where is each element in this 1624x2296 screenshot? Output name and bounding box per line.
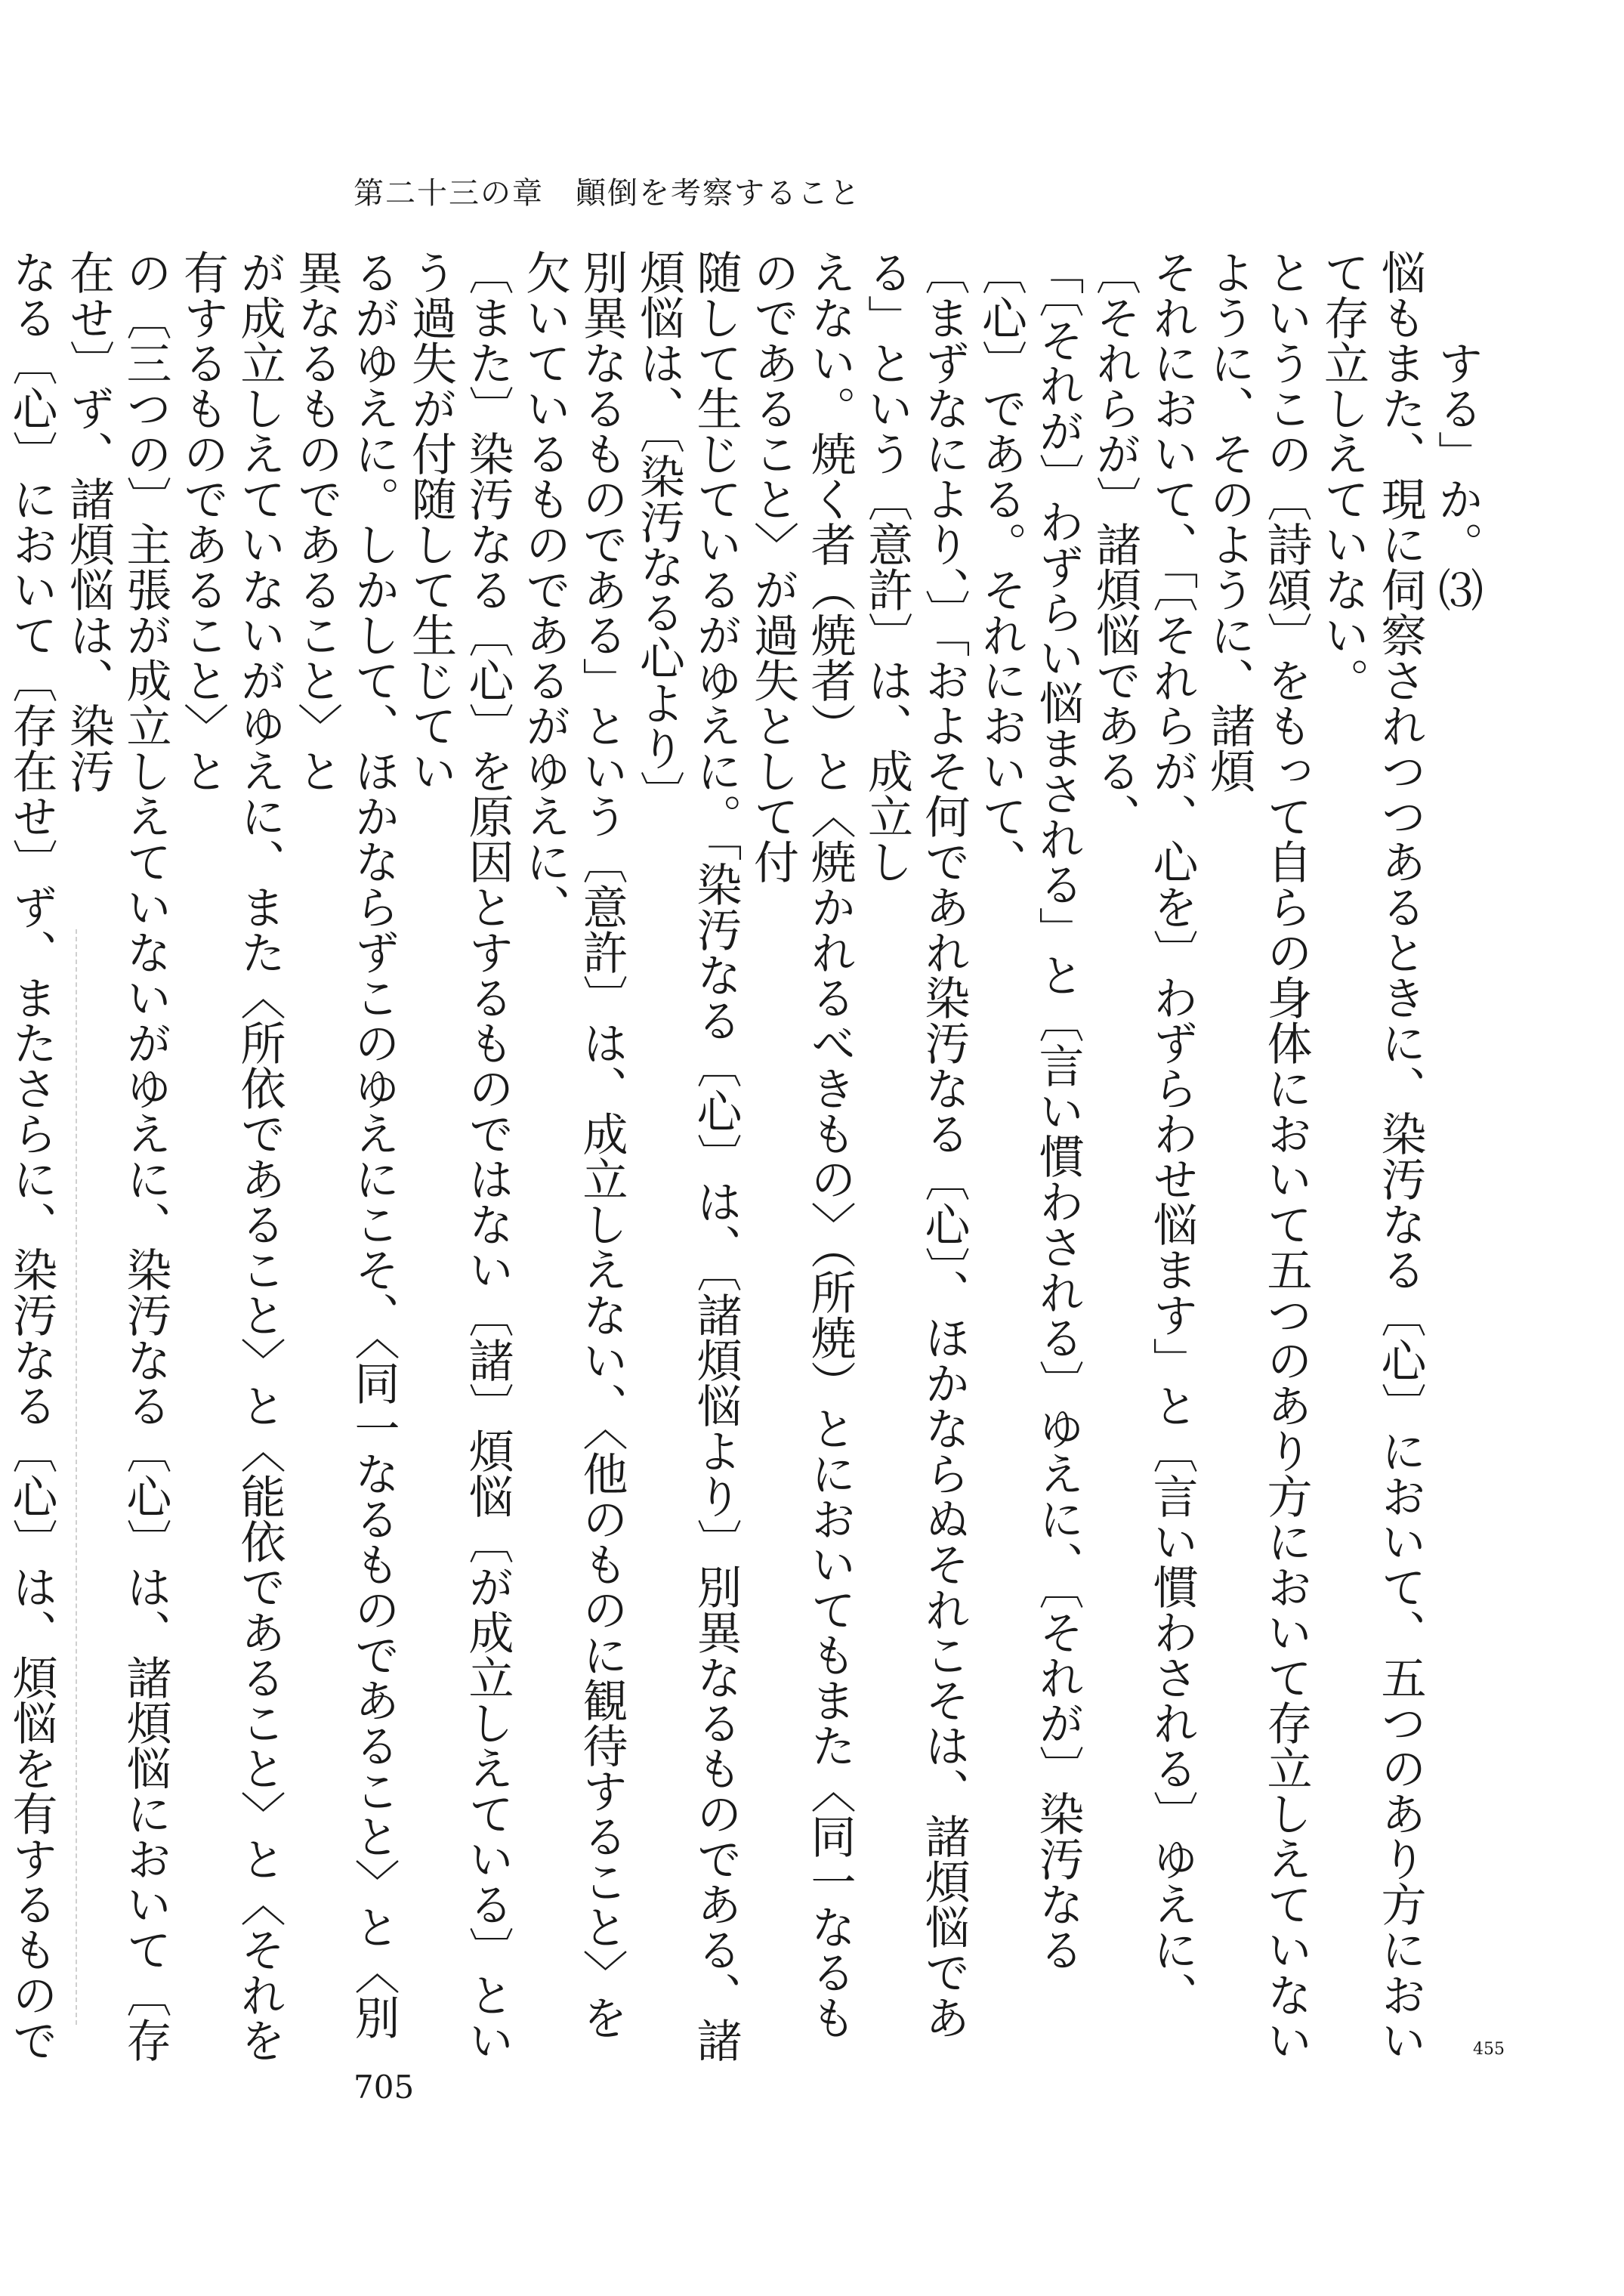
text-line: する」か。⑶ <box>1431 340 1484 612</box>
text-line: の〔三つの〕主張が成立しえていないがゆえに、染汚なる〔心〕は、諸煩悩において〔存在せ〕ず、諸煩悩は、染汚 <box>62 249 172 2063</box>
text-line: というこの〔詩頌〕をもって自らの身体において五つのあり方において存立しえていないように、そのように、諸煩 <box>1203 249 1313 2063</box>
vertical-body-text <box>5 249 1485 2063</box>
running-head: 第二十三の章 顚倒を考察すること <box>354 176 861 211</box>
binding-margin-rule <box>76 929 79 2025</box>
text-line: が成立しえていないがゆえに、また〈所依であること〉と〈能依であること〉と〈それを有するものであること〉と <box>176 249 286 2063</box>
text-line: えない。焼く者（焼者）と〈焼かれるべきもの〉（所焼）とにおいてもまた〈同一なるものであること〉が過失として付 <box>746 249 857 2040</box>
page-number: 705 <box>354 2069 415 2106</box>
text-line: 悩もまた、現に伺察されつつあるときに、染汚なる〔心〕において、五つのあり方において存立しえていない。 <box>1317 249 1427 2063</box>
text-line: 別異なるものである」という〔意許〕は、成立しえない、〈他のものに観待すること〉を欠いているものであるがゆえに、 <box>518 249 628 2040</box>
text-line: 〔また〕染汚なる〔心〕を原因とするものではない〔諸〕煩悩〔が成立しえている〕という過失が付随して生じてい <box>404 249 514 2063</box>
text-line: るがゆえに。しかして、ほかならずこのゆえにこそ、〈同一なるものであること〉と〈別異なるものであること〉と <box>290 249 400 2040</box>
text-line: それにおいて、「〔それらが、心を〕わずらわせ悩ます」と〔言い慣わされる〕ゆえに、〔それらが〕諸煩悩である、 <box>1088 249 1199 2017</box>
margin-reference-number: 455 <box>1473 2040 1505 2059</box>
text-line: なる〔心〕において〔存在せ〕ず、またさらに、染汚なる〔心〕は、煩悩を有するもので <box>5 249 58 2063</box>
text-line: 随して生じているがゆえに。「染汚なる〔心〕は、〔諸煩悩より〕別異なるものである、諸煩悩は、〔染汚なる心より〕 <box>632 249 743 2063</box>
text-line: 〔まずなにより、〕「およそ何であれ染汚なる〔心〕、ほかならぬそれこそは、諸煩悩である」という〔意許〕は、成立し <box>860 249 971 2040</box>
text-line: 「〔それが〕わずらい悩まされる」と〔言い慣わされる〕ゆえに、〔それが〕染汚なる〔心〕である。それにおいて、 <box>974 249 1085 1972</box>
